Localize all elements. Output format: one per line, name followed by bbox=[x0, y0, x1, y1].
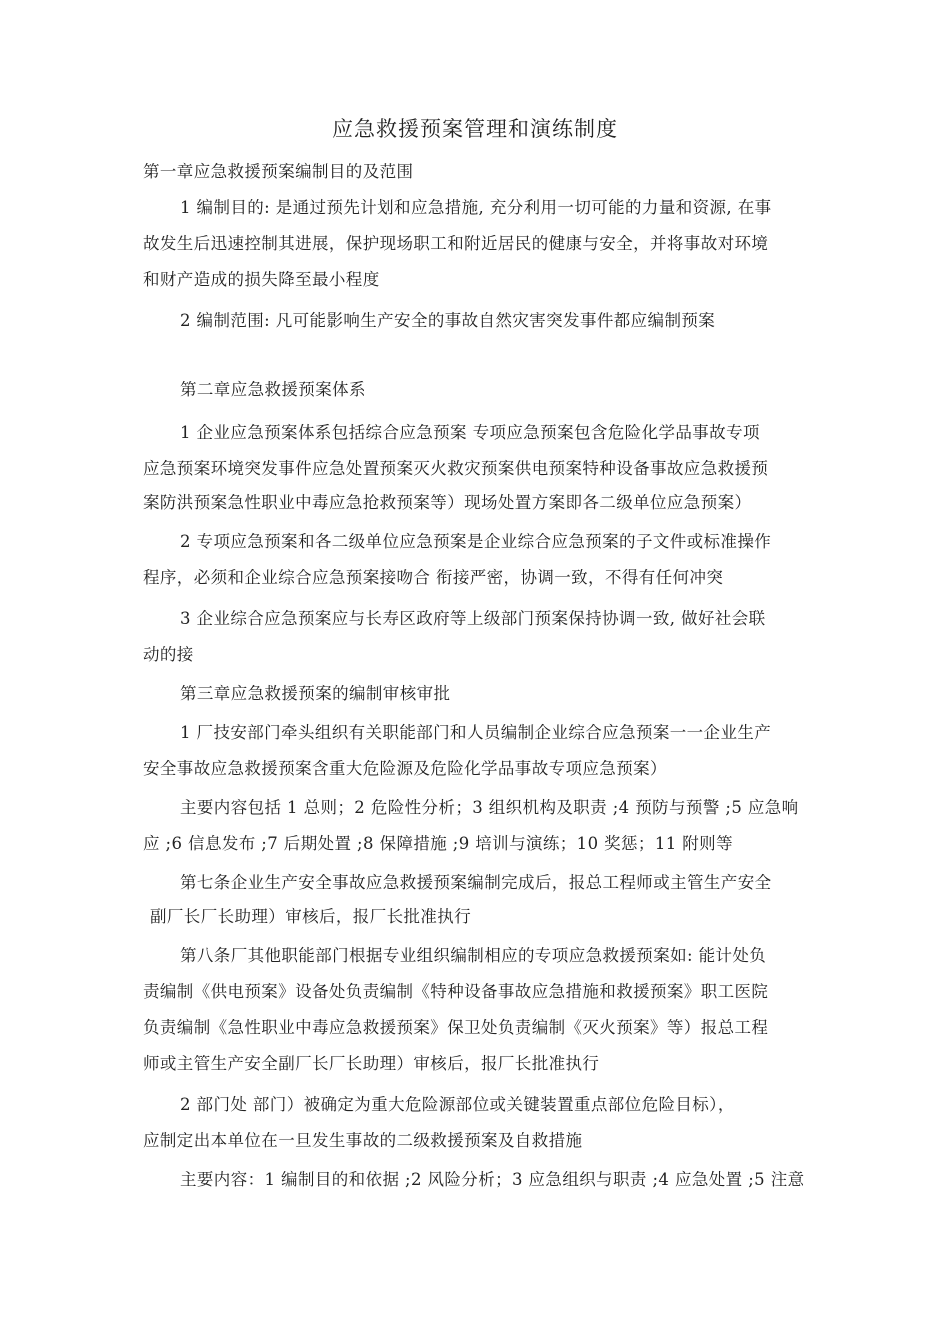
paragraph-line: 1 编制目的: 是通过预先计划和应急措施, 充分利用一切可能的力量和资源, 在事 bbox=[180, 198, 772, 217]
document-title: 应急救援预案管理和演练制度 bbox=[332, 117, 618, 141]
paragraph-line: 故发生后迅速控制其进展，保护现场职工和附近居民的健康与安全，并将事故对环境 bbox=[143, 234, 769, 253]
paragraph-line: 1 厂技安部门牵头组织有关职能部门和人员编制企业综合应急预案一一企业生产 bbox=[180, 723, 772, 742]
paragraph-line: 2 部门处 部门）被确定为重大危险源部位或关键装置重点部位危险目标）， bbox=[180, 1095, 735, 1114]
paragraph-line: 程序，必须和企业综合应急预案接吻合 衔接严密，协调一致，不得有任何冲突 bbox=[143, 568, 724, 587]
chapter-heading: 第二章应急救援预案体系 bbox=[180, 380, 366, 399]
paragraph-line: 2 专项应急预案和各二级单位应急预案是企业综合应急预案的子文件或标准操作 bbox=[180, 532, 772, 551]
chapter-heading: 第三章应急救援预案的编制审核审批 bbox=[180, 684, 451, 703]
paragraph-line: 副厂长厂长助理）审核后，报厂长批准执行 bbox=[150, 907, 472, 926]
paragraph-line: 第八条厂其他职能部门根据专业组织编制相应的专项应急救援预案如: 能计处负 bbox=[180, 946, 767, 965]
paragraph-line: 1 企业应急预案体系包括综合应急预案 专项应急预案包含危险化学品事故专项 bbox=[180, 423, 760, 442]
paragraph-line: 应 ;6 信息发布 ;7 后期处置 ;8 保障措施 ;9 培训与演练；10 奖惩；11 附则等 bbox=[143, 834, 733, 853]
paragraph-line: 应急预案环境突发事件应急处置预案灭火救灾预案供电预案特种设备事故应急救援预 bbox=[143, 459, 769, 478]
paragraph-line: 师或主管生产安全副厂长厂长助理）审核后，报厂长批准执行 bbox=[143, 1054, 600, 1073]
paragraph-line: 负责编制《急性职业中毒应急救援预案》保卫处负责编制《灭火预案》等）报总工程 bbox=[143, 1018, 769, 1037]
paragraph-line: 主要内容：1 编制目的和依据 ;2 风险分析；3 应急组织与职责 ;4 应急处置 ;5 注意 bbox=[180, 1170, 805, 1189]
paragraph-line: 2 编制范围: 凡可能影响生产安全的事故自然灾害突发事件都应编制预案 bbox=[180, 311, 716, 330]
paragraph-line: 动的接 bbox=[143, 645, 194, 664]
chapter-heading: 第一章应急救援预案编制目的及范围 bbox=[143, 162, 414, 181]
paragraph-line: 3 企业综合应急预案应与长寿区政府等上级部门预案保持协调一致, 做好社会联 bbox=[180, 609, 766, 628]
paragraph-line: 安全事故应急救援预案含重大危险源及危险化学品事故专项应急预案） bbox=[143, 759, 667, 778]
paragraph-line: 责编制《供电预案》设备处负责编制《特种设备事故应急措施和救援预案》职工医院 bbox=[143, 982, 769, 1001]
paragraph-line: 第七条企业生产安全事故应急救援预案编制完成后，报总工程师或主管生产安全 bbox=[180, 873, 772, 892]
paragraph-line: 案防洪预案急性职业中毒应急抢救预案等）现场处置方案即各二级单位应急预案） bbox=[143, 493, 752, 512]
paragraph-line: 应制定出本单位在一旦发生事故的二级救援预案及自救措施 bbox=[143, 1131, 583, 1150]
paragraph-line: 和财产造成的损失降至最小程度 bbox=[143, 270, 380, 289]
paragraph-line: 主要内容包括 1 总则；2 危险性分析；3 组织机构及职责 ;4 预防与预警 ;5 应急响 bbox=[180, 798, 799, 817]
